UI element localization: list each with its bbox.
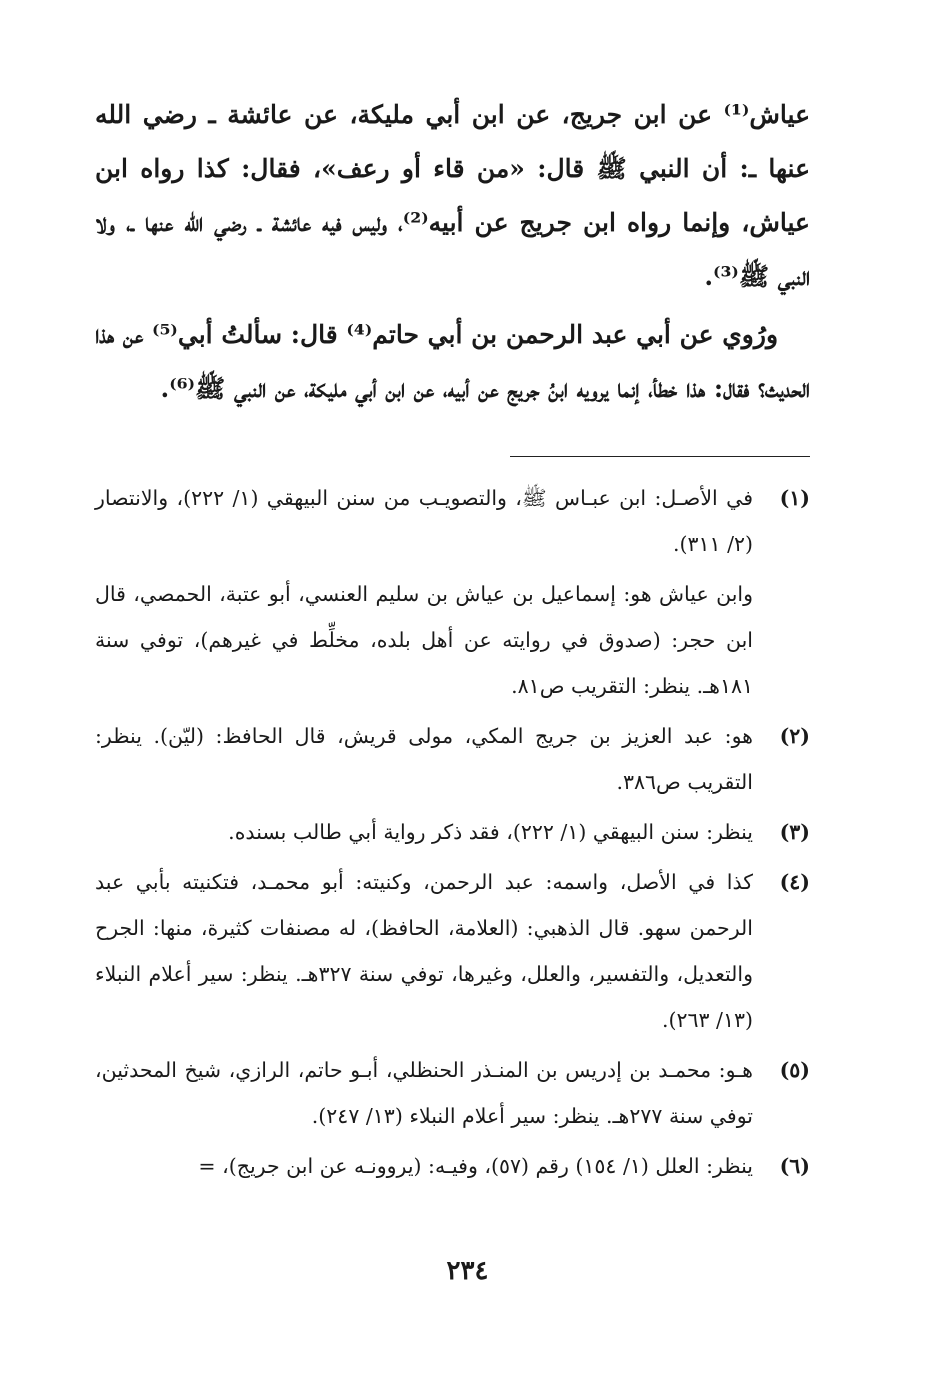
footnote-divider: [510, 456, 810, 457]
footnote-text: كذا في الأصل، واسمه: عبد الرحمن، وكنيته: أبو محمـد، فتكنيته بأبي عبد الرحمن سهو. قال الذهبي: (العلامة، الحافظ)، له مصنفات كثيرة، منها: الجرح والتعديل، والتفسير، والعلل، وغيرها، توفي سنة ٣٢٧هـ. ينظر: سير أعلام النبلاء (١٣/ ٢٦٣).: [95, 870, 753, 1032]
footnote-6: [95, 1143, 810, 1189]
footnote-body: [95, 809, 753, 855]
footnote-body: [95, 1143, 753, 1189]
footnote-number: (٦): [779, 1154, 810, 1178]
main-paragraph-1: عياش⁽¹⁾ عن ابن جريج، عن ابن أبي مليكة، عن عائشة ـ رضي الله عنها ـ: أن النبي ﷺ قال: «من قاء أو رعف»، فقال: كذا رواه ابن عياش، وإنما رواه ابن جريج عن أبيه⁽²⁾، وليس فيه عائشة ـ رضي الله عنها ـ، ولا النبي ﷺ⁽³⁾.: [95, 100, 810, 291]
footnote-number: (٥): [779, 1058, 810, 1082]
footnote-number: (١): [779, 486, 810, 510]
footnote-4: [95, 859, 810, 1043]
footnote-body: [95, 1047, 753, 1139]
footnote-text: وابن عياش هو: إسماعيل بن عياش بن سليم العنسي، أبو عتبة، الحمصي، قال ابن حجر: (صدوق في روايته عن أهل بلده، مخلِّط في غيرهم)، توفي سنة ١٨١هـ. ينظر: التقريب ص٨١.: [95, 582, 753, 698]
footnote-body: [95, 859, 753, 1043]
footnote-text: هو: عبد العزيز بن جريج المكي، مولى قريش، قال الحافظ: (ليّن). ينظر: التقريب ص٣٨٦.: [95, 724, 753, 794]
footnote-number: (٢): [779, 724, 810, 748]
main-text: [95, 88, 810, 416]
footnote-text: في الأصـل: ابن عبـاس ﷺ، والتصويـب من سنن البيهقي (١/ ٢٢٢)، والانتصار (٢/ ٣١١).: [95, 486, 753, 556]
footnotes: [95, 475, 810, 1189]
footnote-number: (٣): [779, 820, 810, 844]
page-content: [95, 88, 810, 1193]
footnote-1: [95, 475, 810, 709]
footnote-text: ينظر: العلل (١/ ١٥٤) رقم (٥٧)، وفيـه: (يروونـه عن ابن جريج)، =: [198, 1154, 753, 1178]
footnote-body: [95, 475, 753, 709]
page-number: ٢٣٤: [446, 1256, 489, 1286]
footnote-text: هـو: محمـد بن إدريس بن المنـذر الحنظلي، أبـو حاتم، الرازي، شيخ المحدثين، توفي سنة ٢٧٧هـ. ينظر: سير أعلام النبلاء (١٣/ ٢٤٧).: [95, 1058, 753, 1128]
footnote-2: [95, 713, 810, 805]
footnote-number: (٤): [779, 870, 810, 894]
footnote-5: [95, 1047, 810, 1139]
main-paragraph-2: ورُوي عن أبي عبد الرحمن بن أبي حاتم⁽⁴⁾ قال: سألتُ أبي⁽⁵⁾ عن هذا الحديث؟ فقال: هذا خطأ، إنما يرويه ابنُ جريج عن أبيه، عن ابن أبي مليكة، عن النبي ﷺ⁽⁶⁾.: [95, 320, 810, 403]
footnote-body: [95, 713, 753, 805]
footnote-3: [95, 809, 810, 855]
footnote-text: ينظر: سنن البيهقي (١/ ٢٢٢)، فقد ذكر رواية أبي طالب بسنده.: [228, 820, 753, 844]
